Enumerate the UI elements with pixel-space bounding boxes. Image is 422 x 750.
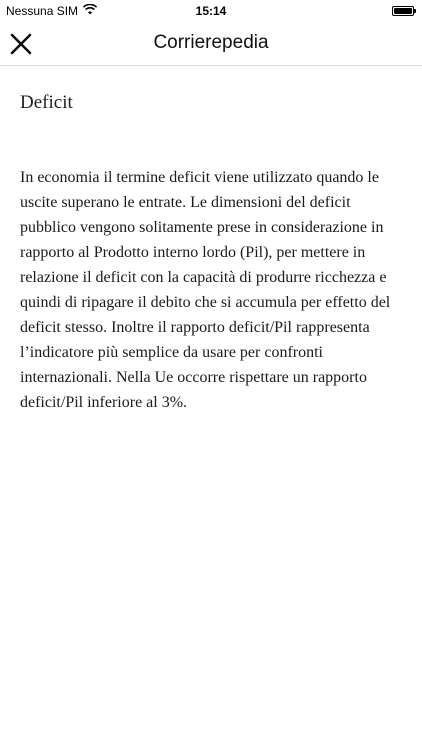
status-bar [0, 0, 422, 22]
entry-title: Deficit [20, 92, 73, 113]
status-time: 15:14 [195, 4, 227, 18]
carrier-label: Nessuna SIM [6, 4, 79, 18]
entry-body: In economia il termine deficit viene utilizzato quando le uscite superano le entrate. Le dimensioni del deficit pubblico vengono solitamente prese in considerazione in rapporto al Prodotto interno lordo (Pil), per mettere in relazione il deficit con la capacità di produrre ricchezza e quindi di ripagare il debito che si accumula per effetto del deficit stesso. Inoltre il rapporto deficit/Pil rappresenta l’indicatore più semplice da usare per confronti internazionali. Nella Ue occorre rispettare un rapporto deficit/Pil inferiore al 3%. [20, 169, 391, 411]
entry-content [20, 92, 402, 415]
battery-icon [392, 6, 414, 16]
page-title: Corrierepedia [153, 32, 269, 53]
nav-bar [0, 22, 422, 66]
